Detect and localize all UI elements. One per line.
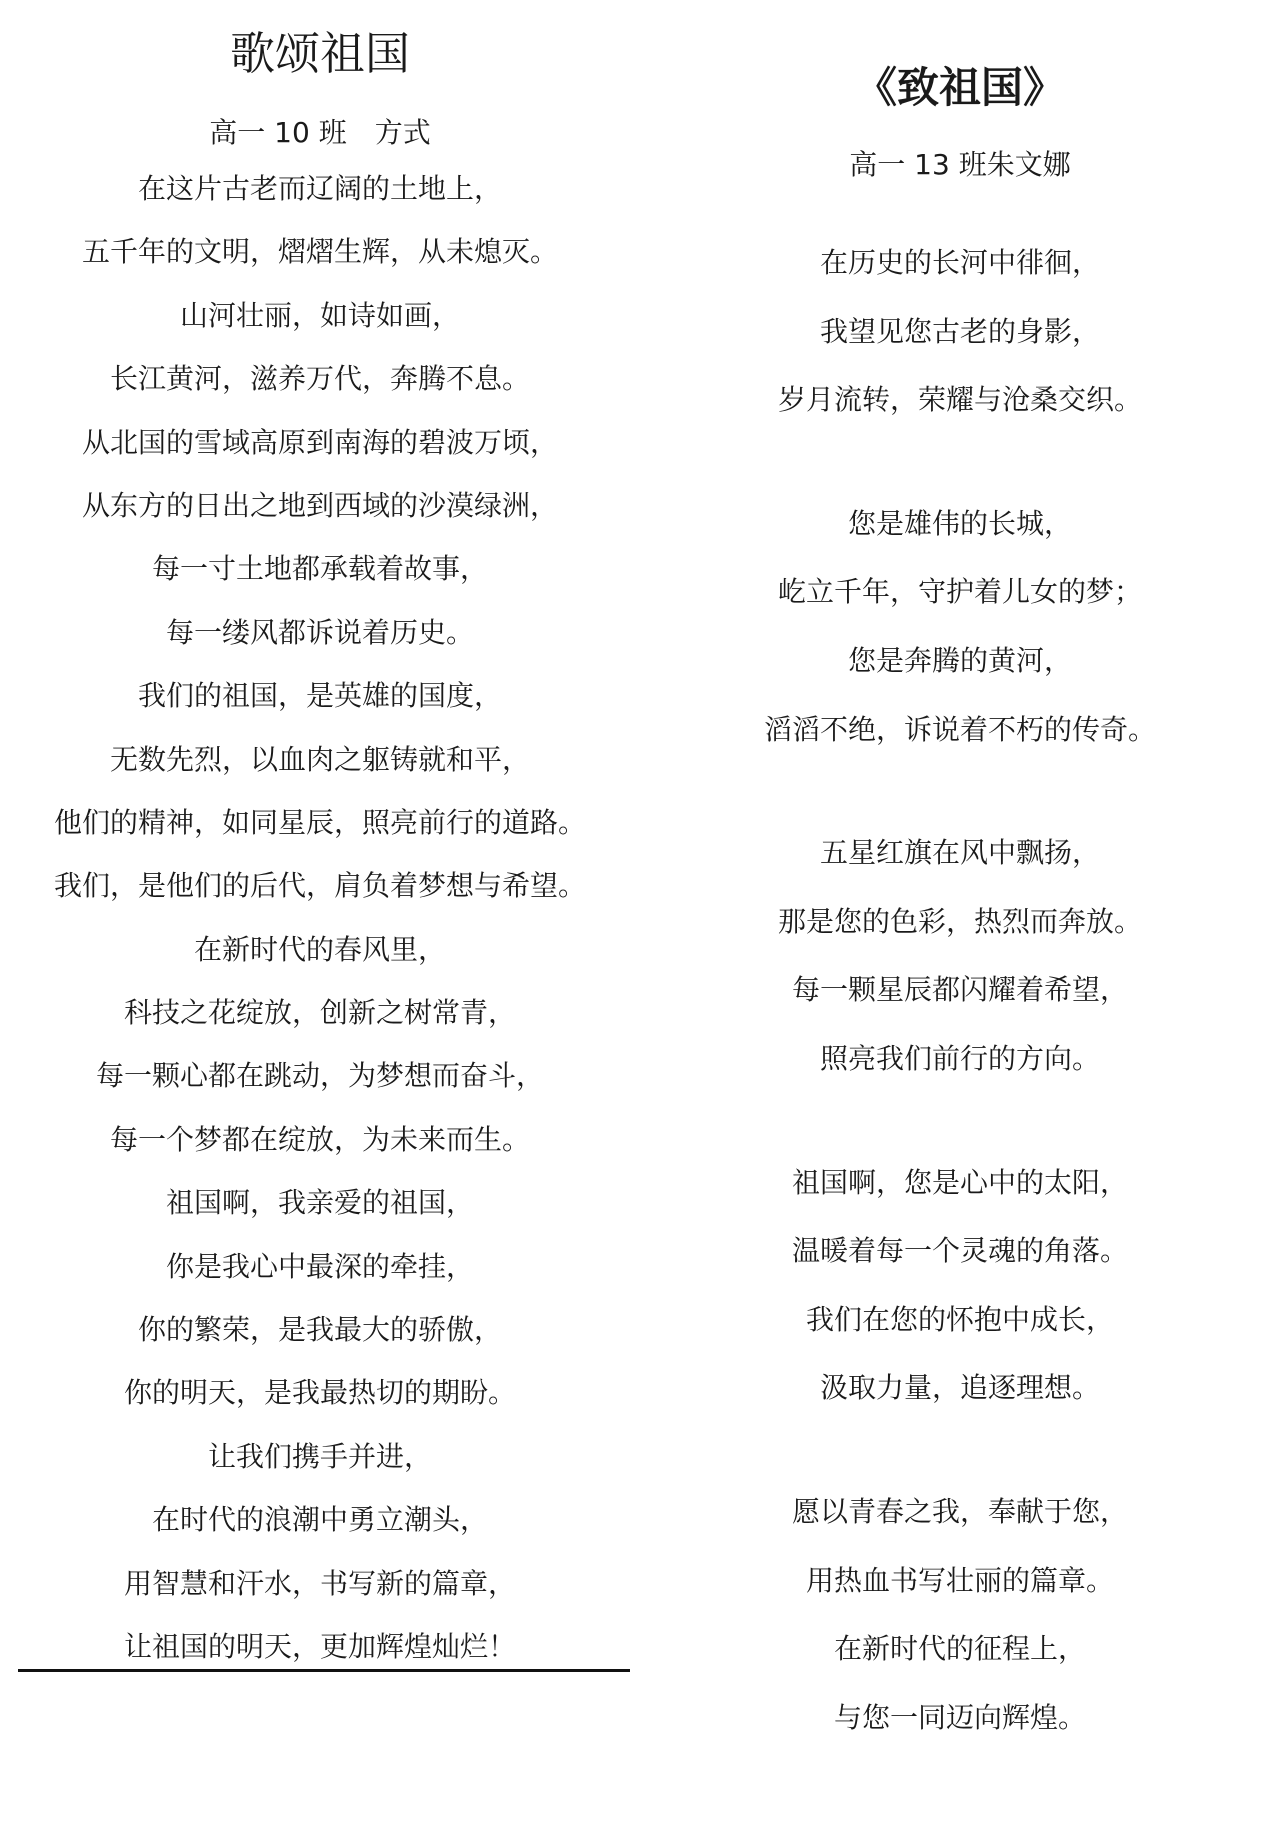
poem-stanza [700,1163,1220,1437]
poem-line: 屹立千年，守护着儿女的梦； [777,575,1142,609]
poem-line: 滔滔不绝，诉说着不朽的传奇。 [763,712,1156,746]
poem-title: 《致祖国》 [854,63,1065,112]
poem-line: 让祖国的明天，更加辉煌灿烂！ [123,1629,516,1663]
poem-line: 你的明天，是我最热切的期盼。 [123,1376,516,1410]
poem-line: 我望见您古老的身影， [819,314,1100,348]
poem-line: 让我们携手并进， [207,1439,432,1473]
poem-line: 那是您的色彩，热烈而奔放。 [777,904,1142,938]
poem-line: 祖国啊，您是心中的太阳， [791,1165,1128,1199]
poem-stanza [700,504,1220,778]
bottom-divider [18,1669,630,1672]
poem-line: 岁月流转，荣耀与沧桑交织。 [777,383,1142,417]
poem-stanzas [700,243,1220,1821]
poem-line: 你的繁荣，是我最大的骄傲， [137,1313,502,1347]
poem-line: 在新时代的春风里， [193,932,446,966]
poem-line: 山河壮丽，如诗如画， [179,298,460,332]
poem-line: 我们的祖国，是英雄的国度， [137,679,502,713]
poem-line: 用热血书写壮丽的篇章。 [805,1563,1114,1597]
poem-stanza [700,833,1220,1107]
poem-line: 您是奔腾的黄河， [847,643,1072,677]
poem-line: 每一寸土地都承载着故事， [151,552,488,586]
poem-line: 我们在您的怀抱中成长， [805,1302,1114,1336]
poem-line: 在新时代的征程上， [833,1632,1086,1666]
poem-author: 高一 13 班朱文娜 [849,148,1071,181]
poem-line: 每一缕风都诉说着历史。 [165,615,474,649]
poem-line: 在时代的浪潮中勇立潮头， [151,1503,488,1537]
poem-line: 五星红旗在风中飘扬， [819,836,1100,870]
poem-stanza [700,243,1220,449]
poem-line: 每一颗星辰都闪耀着希望， [791,973,1128,1007]
poem-line: 与您一同迈向辉煌。 [833,1700,1086,1734]
poem-title: 歌颂祖国 [229,27,410,80]
poem-stanza [700,1492,1220,1766]
poem-author: 高一 10 班 方式 [209,116,431,149]
poem-lines [40,169,600,1690]
poem-line: 在历史的长河中徘徊， [819,246,1100,279]
poem-line: 每一颗心都在跳动，为梦想而奋斗， [95,1059,544,1093]
poem-line: 我们，是他们的后代，肩负着梦想与希望。 [53,869,586,903]
poem-line: 五千年的文明，熠熠生辉，从未熄灭。 [81,235,558,269]
poem-line: 祖国啊，我亲爱的祖国， [165,1186,474,1220]
poem-line: 用智慧和汗水，书写新的篇章， [123,1566,516,1600]
poem-line: 照亮我们前行的方向。 [819,1041,1100,1075]
poem-line: 科技之花绽放，创新之树常青， [123,996,516,1030]
poem-line: 每一个梦都在绽放，为未来而生。 [109,1122,530,1156]
poem-line: 从北国的雪域高原到南海的碧波万顷， [81,425,558,459]
poem-line: 长江黄河，滋养万代，奔腾不息。 [109,362,530,396]
poem-line: 汲取力量，追逐理想。 [819,1371,1100,1405]
poem-line: 愿以青春之我，奉献于您， [791,1494,1128,1528]
poem-line: 无数先烈，以血肉之躯铸就和平， [109,742,530,776]
poem-line: 您是雄伟的长城， [847,506,1072,540]
poem-line: 他们的精神，如同星辰，照亮前行的道路。 [53,805,586,839]
poem-line: 在这片古老而辽阔的土地上， [137,172,502,205]
poem-line: 从东方的日出之地到西域的沙漠绿洲， [81,488,558,522]
poem-line: 你是我心中最深的牵挂， [165,1249,474,1283]
poem-line: 温暖着每一个灵魂的角落。 [791,1234,1128,1268]
